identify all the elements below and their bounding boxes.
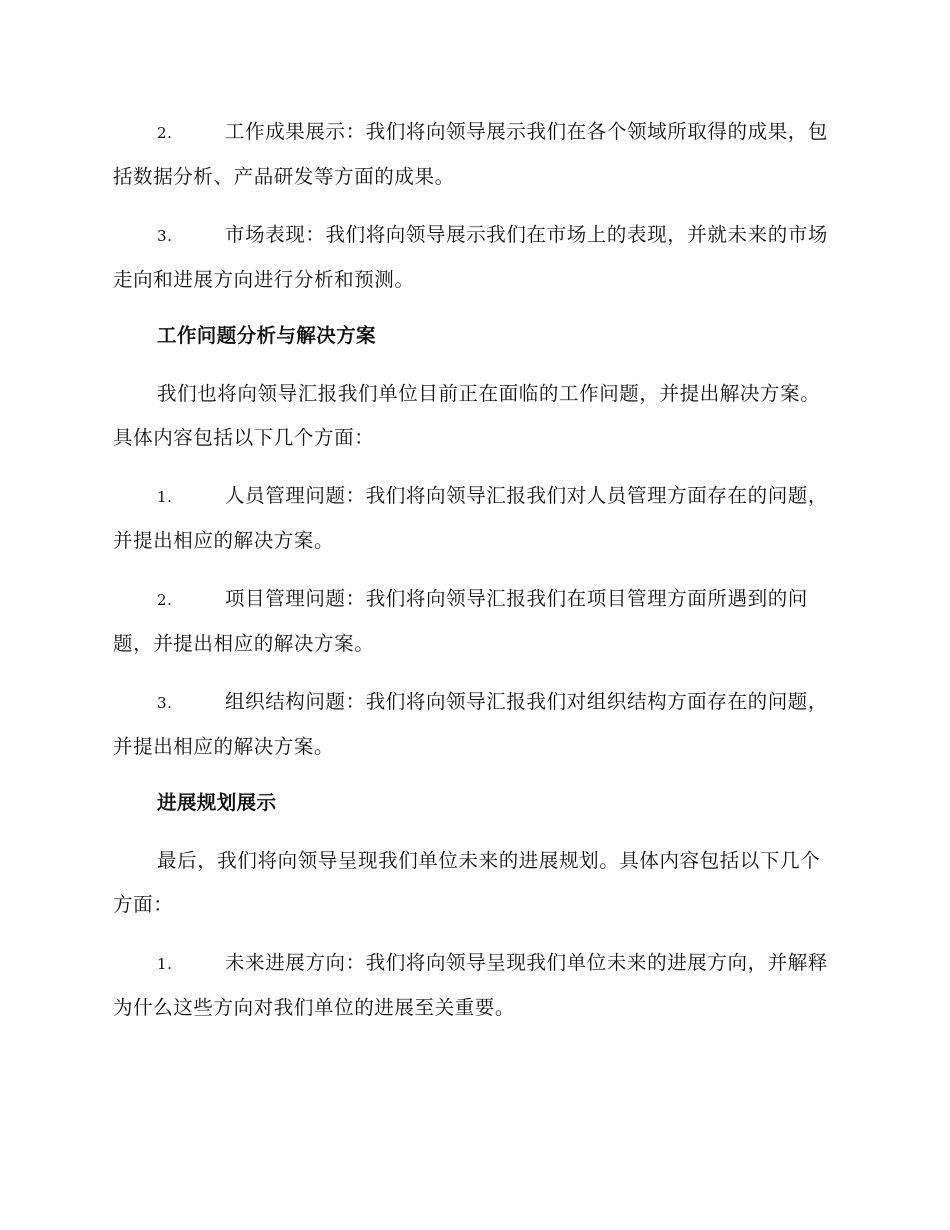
list-number: 3. — [157, 227, 173, 245]
list-number: 1. — [157, 955, 173, 973]
list-text: 未来进展方向：我们将向领导呈现我们单位未来的进展方向，并解释为什么这些方向对我们单位的进展至关重要。 — [113, 951, 829, 1019]
list-number: 2. — [157, 124, 173, 142]
section-heading: 进展规划展示 — [157, 791, 277, 814]
list-text: 人员管理问题：我们将向领导汇报我们对人员管理方面存在的问题，并提出相应的解决方案。 — [113, 484, 829, 552]
list-item — [113, 577, 835, 666]
section-heading: 工作问题分析与解决方案 — [157, 324, 376, 347]
list-number: 2. — [157, 591, 173, 609]
list-item — [113, 680, 835, 769]
list-text: 组织结构问题：我们将向领导汇报我们对组织结构方面存在的问题，并提出相应的解决方案。 — [113, 690, 829, 758]
list-item — [113, 941, 835, 1030]
list-item — [113, 474, 835, 563]
paragraph: 我们也将向领导汇报我们单位目前正在面临的工作问题，并提出解决方案。具体内容包括以下几个方面： — [113, 382, 821, 449]
list-text: 工作成果展示：我们将向领导展示我们在各个领域所取得的成果，包括数据分析、产品研发等方面的成果。 — [113, 120, 829, 188]
paragraph: 最后，我们将向领导呈现我们单位未来的进展规划。具体内容包括以下几个方面： — [113, 849, 821, 916]
document-content — [113, 110, 835, 1044]
list-text: 项目管理问题：我们将向领导汇报我们在项目管理方面所遇到的问题，并提出相应的解决方案。 — [113, 587, 808, 655]
list-text: 市场表现：我们将向领导展示我们在市场上的表现，并就未来的市场走向和进展方向进行分析和预测。 — [113, 223, 829, 291]
list-number: 3. — [157, 694, 173, 712]
list-item — [113, 213, 835, 302]
list-number: 1. — [157, 488, 173, 506]
list-item — [113, 110, 835, 199]
